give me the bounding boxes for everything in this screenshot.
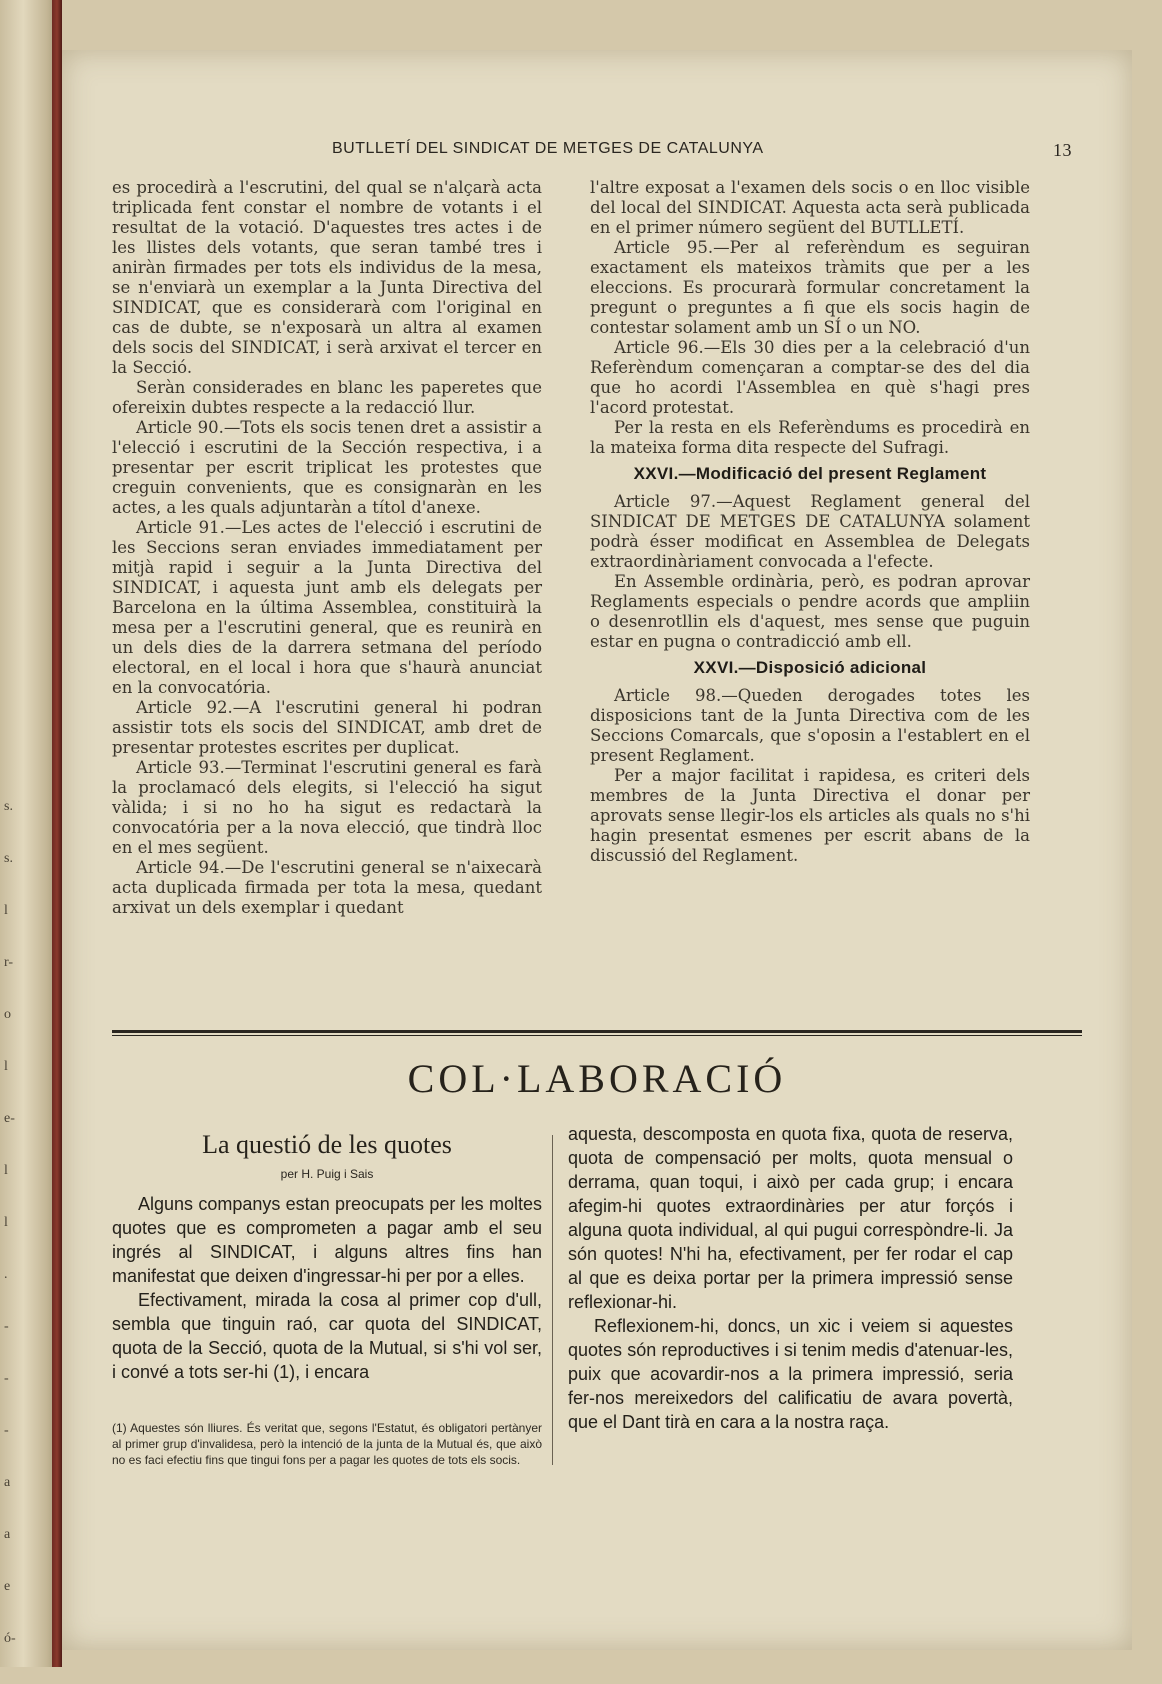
article-column-left xyxy=(112,1192,542,1384)
margin-fragment: . xyxy=(4,1267,8,1282)
margin-fragment: r- xyxy=(4,955,14,970)
margin-fragment: l xyxy=(4,903,8,918)
journal-title: BUTLLETÍ DEL SINDICAT DE METGES DE CATALUNYA xyxy=(332,140,764,157)
regulation-column-right xyxy=(590,178,1030,866)
article-98: Article 98.—Queden derogades totes les disposicions tant de la Junta Directiva com de les Seccions Comarcals, que s'oposin a l'establert en el present Reglament. xyxy=(590,686,1030,765)
divider-thick xyxy=(112,1030,1082,1033)
margin-fragment: l xyxy=(4,1059,8,1074)
paragraph: Reflexionem-hi, doncs, un xic i veiem si aquestes quotes són reproductives i si tenim medis d'atenuar-les, puix que acovardir-nos a la primera impressió, seria fer-nos mereixedors del calificatiu de avara povertà, que el Dant tirà en cara a la nostra raça. xyxy=(568,1316,1013,1432)
paragraph: Per la resta en els Referèndums es procedirà en la mateixa forma dita respecte del Sufragi. xyxy=(590,418,1030,457)
divider-thin xyxy=(112,1035,1082,1036)
margin-fragment: ó- xyxy=(4,1631,16,1646)
margin-fragment: - xyxy=(4,1319,9,1334)
article-column-right xyxy=(568,1122,1013,1434)
article-96: Article 96.—Els 30 dies per a la celebració d'un Referèndum començaran a comptar-se des del dia que ho acordi l'Assemblea en què s'hagi pres l'acord protestat. xyxy=(590,338,1030,417)
footnote-text: (1) Aquestes són lliures. És veritat que, segons l'Estatut, és obligatori pertànyer al primer grup d'invalidesa, però la intenció de la junta de la Mutual és, que això no es faci efectiu fins que tingui fons per a pagar les quotes de tots els socis. xyxy=(112,1421,542,1467)
paragraph: Seràn considerades en blanc les paperetes que ofereixin dubtes respecte a la redacció llur. xyxy=(112,378,542,417)
paragraph: l'altre exposat a l'examen dels socis o en lloc visible del local del SINDICAT. Aquesta acta serà publicada en el primer número següent del BUTLLETÍ. xyxy=(590,178,1030,237)
regulation-column-left xyxy=(112,178,542,918)
footnote xyxy=(112,1420,542,1468)
paragraph: Alguns companys estan preocupats per les moltes quotes que es comprometen a pagar amb el seu ingrés al SINDICAT, i alguns altres fins han manifestat que deixen d'ingressar-hi per por a elles. xyxy=(112,1194,542,1286)
margin-fragment: a xyxy=(4,1527,11,1542)
paragraph: Per a major facilitat i rapidesa, es criteri dels membres de la Junta Directiva el donar per aprovats sense llegir-los els articles als quals no s'hi hagin presentat esmenes per escrit abans de la discussió del Reglament. xyxy=(590,766,1030,865)
margin-fragment: e xyxy=(4,1579,11,1594)
section-heading-additional: XXVI.—Disposició adicional xyxy=(693,658,927,677)
article-93: Article 93.—Terminat l'escrutini general es farà la proclamacó dels elegits, si l'elecció ha sigut vàlida; i si no ho ha sigut es redactarà la convocatória per a la nova elecció, que tindrà lloc en el mes següent. xyxy=(112,758,542,857)
margin-fragment: - xyxy=(4,1423,9,1438)
article-94: Article 94.—De l'escrutini general se n'aixecarà acta duplicada firmada per tota la mesa, quedant arxivat un dels exemplar i quedant xyxy=(112,858,542,917)
left-margin-fragments xyxy=(4,800,24,1684)
article-91: Article 91.—Les actes de l'elecció i escrutini de les Seccions seran enviades immediatament per mitjà rapid i seguir a la Junta Directiva del SINDICAT, i aquesta junt amb els delegats per Barcelona en la última Assemblea, constituirà la mesa per a l'escrutini general, que es reunirà en un dels dies de la darrera setmana del período electoral, en el local i hora que s'haurà anunciat en la convocatória. xyxy=(112,518,542,697)
page xyxy=(62,50,1132,1650)
paragraph: Efectivament, mirada la cosa al primer cop d'ull, sembla que tinguin raó, car quota del SINDICAT, quota de la Secció, quota de la Mutual, si s'hi vol ser, i convé a tots ser-hi (1), i encara xyxy=(112,1290,542,1382)
article-97: Article 97.—Aquest Reglament general del SINDICAT DE METGES DE CATALUNYA solament podrà ésser modificat en Assemblea de Delegats extraordinàriament convocada a l'efecte. xyxy=(590,492,1030,571)
article-title: La questió de les quotes xyxy=(202,1130,452,1159)
running-header xyxy=(62,140,1132,170)
margin-fragment: o xyxy=(4,1007,11,1022)
paragraph: En Assemble ordinària, però, es podran aprovar Reglaments especials o pendre acords que ampliin o desenrotllin els d'aquest, mes sense que puguin estar en pugna o contradicció amb ell. xyxy=(590,572,1030,651)
paragraph: es procedirà a l'escrutini, del qual se n'alçarà acta triplicada fent constar el nombre de votants i el resultat de la votació. D'aquestes tres actes i de les llistes dels votants, que seran també tres i aniràn firmades per tots els individus de la mesa, se n'enviarà un exemplar a la Junta Directiva del SINDICAT, que es considerarà com l'original en cas de dubte, se n'exposarà un altra al examen dels socis del SINDICAT, i serà arxivat el tercer en la Secció. xyxy=(112,178,542,377)
margin-fragment: s. xyxy=(4,851,13,866)
article-90: Article 90.—Tots els socis tenen dret a assistir a l'elecció i escrutini de la Sección respectiva, i a presentar per escrit triplicat les protestes que creguin convenients, que es consignaràn en les actes, a les quals adjuntaràn a títol d'anexe. xyxy=(112,418,542,517)
section-title: COL·LABORACIÓ xyxy=(407,1056,787,1101)
binding-edge xyxy=(52,0,62,1667)
page-number: 13 xyxy=(1053,140,1072,160)
article-92: Article 92.—A l'escrutini general hi podran assistir tots els socis del SINDICAT, amb dret de presentar protestes escrites per duplicat. xyxy=(112,698,542,757)
column-separator xyxy=(552,1135,553,1465)
margin-fragment: e- xyxy=(4,1111,15,1126)
paragraph: aquesta, descomposta en quota fixa, quota de reserva, quota de compensació per molts, quota mensual o derrama, quan toqui, i això per cada grup; i encara afegim-hi quotes extraordinàries per atur forçós i alguna quota individual, al qui pugui correspòndre-li. Ja són quotes! N'hi ha, efectivament, per fer rodar el cap al que es deixa portar per la primera impressió sense reflexionar-hi. xyxy=(568,1124,1013,1312)
margin-fragment: s. xyxy=(4,799,13,814)
margin-fragment: l xyxy=(4,1215,8,1230)
margin-fragment: a xyxy=(4,1475,11,1490)
margin-fragment: - xyxy=(4,1371,9,1386)
section-heading-modification: XXVI.—Modificació del present Reglament xyxy=(633,464,987,483)
margin-fragment: l xyxy=(4,1163,8,1178)
article-byline: per H. Puig i Sais xyxy=(280,1167,374,1181)
article-95: Article 95.—Per al referèndum es seguiran exactament els mateixos tràmits que per a les eleccions. Es procurarà formular concretament la pregunt o preguntes a fi que els socis hagin de contestar solament amb un SÍ o un NO. xyxy=(590,238,1030,337)
